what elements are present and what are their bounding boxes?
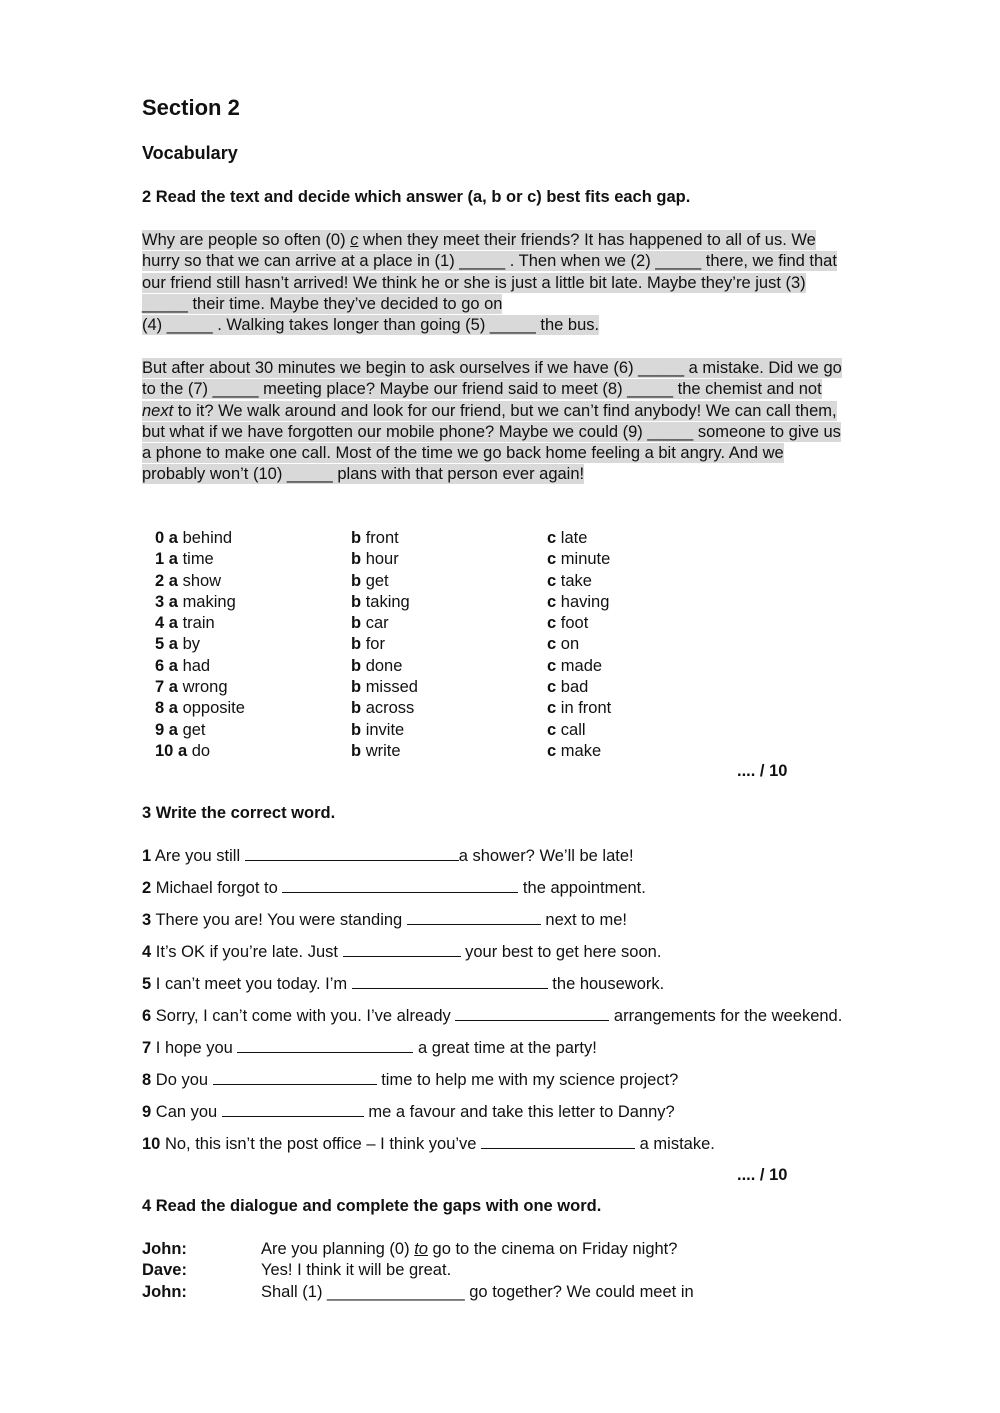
answer-blank[interactable] bbox=[343, 942, 461, 957]
word-item: 9 Can you me a favour and take this letter to Danny? bbox=[142, 1103, 675, 1121]
option-row bbox=[155, 549, 795, 570]
para1-line: hurry so that we can arrive at a place in (1) _____ . Then when we (2) _____ there, we find that bbox=[142, 252, 837, 271]
option-a: 9 a get bbox=[155, 720, 206, 739]
option-c: c make bbox=[547, 741, 602, 760]
option-a: 10 a do bbox=[155, 741, 211, 760]
option-row bbox=[155, 720, 795, 741]
option-row bbox=[155, 634, 795, 655]
option-c: c late bbox=[547, 529, 588, 547]
option-row bbox=[155, 613, 795, 634]
answer-blank[interactable] bbox=[237, 1038, 413, 1053]
item-number: 3 bbox=[142, 911, 152, 929]
option-b: b for bbox=[351, 635, 385, 654]
dialogue-text: Are you planning (0) to go to the cinema on Friday night? bbox=[261, 1240, 678, 1258]
item-number: 10 bbox=[142, 1135, 161, 1153]
option-a: 6 a had bbox=[155, 656, 211, 675]
option-a: 4 a train bbox=[155, 614, 215, 633]
word-item: 4 It’s OK if you’re late. Just your best to get here soon. bbox=[142, 943, 662, 961]
answer-options-list bbox=[155, 528, 795, 762]
speaker-name: John: bbox=[142, 1282, 187, 1301]
answer-blank[interactable] bbox=[222, 1102, 364, 1117]
option-c: c take bbox=[547, 571, 592, 590]
word-item: 2 Michael forgot to the appointment. bbox=[142, 879, 646, 897]
option-a: 2 a show bbox=[155, 571, 222, 590]
item-number: 8 bbox=[142, 1071, 152, 1089]
option-c: c made bbox=[547, 656, 603, 675]
para1-line: (4) _____ . Walking takes longer than going (5) _____ the bus. bbox=[142, 316, 600, 335]
dialogue-line bbox=[142, 1282, 902, 1303]
word-item: 10 No, this isn’t the post office – I think you’ve a mistake. bbox=[142, 1135, 715, 1153]
answer-blank[interactable] bbox=[481, 1134, 635, 1149]
para1-line: our friend still hasn’t arrived! We think he or she is just a little bit late. Maybe they’re just (3) bbox=[142, 273, 806, 292]
item-number: 1 bbox=[142, 847, 152, 865]
item-number: 5 bbox=[142, 975, 152, 993]
word-item: 7 I hope you a great time at the party! bbox=[142, 1039, 597, 1057]
task4-instruction: 4 Read the dialogue and complete the gaps with one word. bbox=[142, 1197, 602, 1215]
item-number: 2 bbox=[142, 879, 152, 897]
word-item: 5 I can’t meet you today. I’m the housework. bbox=[142, 975, 665, 993]
option-b: b invite bbox=[351, 720, 405, 739]
option-row bbox=[155, 656, 795, 677]
word-item: 3 There you are! You were standing next to me! bbox=[142, 911, 628, 929]
option-b: b across bbox=[351, 699, 415, 718]
para2-line: probably won’t (10) _____ plans with that person ever again! bbox=[142, 465, 585, 484]
answer-blank[interactable] bbox=[407, 910, 541, 925]
option-b: b done bbox=[351, 656, 403, 675]
option-b: b missed bbox=[351, 678, 418, 697]
task2-paragraph-2 bbox=[142, 358, 932, 486]
item-number: 7 bbox=[142, 1039, 152, 1057]
option-a: 7 a wrong bbox=[155, 678, 228, 697]
option-a: 5 a by bbox=[155, 635, 200, 654]
option-b: b hour bbox=[351, 550, 399, 569]
option-row bbox=[155, 592, 795, 613]
option-row bbox=[155, 677, 795, 698]
para2-line: to the (7) _____ meeting place? Maybe our friend said to meet (8) _____ the chemist and not bbox=[142, 380, 822, 399]
option-b: b car bbox=[351, 614, 389, 633]
option-b: b write bbox=[351, 741, 401, 760]
option-a: 1 a time bbox=[155, 550, 214, 569]
option-b: b get bbox=[351, 571, 389, 590]
option-row bbox=[155, 571, 795, 592]
word-item: 1 Are you still a shower? We’ll be late! bbox=[142, 847, 634, 865]
option-c: c call bbox=[547, 720, 586, 739]
answer-blank[interactable] bbox=[352, 974, 548, 989]
dialogue bbox=[142, 1239, 902, 1303]
dialogue-text: Yes! I think it will be great. bbox=[261, 1261, 452, 1280]
task3-items bbox=[142, 846, 842, 1166]
task2-instruction: 2 Read the text and decide which answer (a, b or c) best fits each gap. bbox=[142, 188, 691, 206]
option-row bbox=[155, 698, 795, 719]
word-item: 6 Sorry, I can’t come with you. I’ve already arrangements for the weekend. bbox=[142, 1007, 843, 1025]
item-number: 6 bbox=[142, 1007, 152, 1025]
answer-blank[interactable] bbox=[282, 878, 518, 893]
option-b: b taking bbox=[351, 592, 410, 611]
option-c: c having bbox=[547, 592, 610, 611]
option-c: c bad bbox=[547, 678, 589, 697]
answer-blank[interactable] bbox=[245, 846, 459, 861]
para2-line: next to it? We walk around and look for our friend, but we can’t find anybody! We can call them, bbox=[142, 401, 837, 420]
option-c: c foot bbox=[547, 614, 589, 633]
word-item: 8 Do you time to help me with my science project? bbox=[142, 1071, 679, 1089]
task3-instruction: 3 Write the correct word. bbox=[142, 804, 336, 822]
option-c: c on bbox=[547, 635, 580, 654]
option-c: c minute bbox=[547, 550, 611, 569]
dialogue-line bbox=[142, 1260, 902, 1281]
task2-paragraph-1 bbox=[142, 230, 932, 336]
option-a: 3 a making bbox=[155, 592, 236, 611]
answer-blank[interactable] bbox=[455, 1006, 609, 1021]
option-row bbox=[155, 741, 795, 762]
item-number: 4 bbox=[142, 943, 152, 961]
speaker-name: John: bbox=[142, 1240, 187, 1258]
dialogue-line bbox=[142, 1239, 902, 1260]
dialogue-text: Shall (1) _______________ go together? We could meet in bbox=[261, 1282, 694, 1301]
section-title: Section 2 bbox=[142, 95, 240, 120]
para1-line: Why are people so often (0) c when they meet their friends? It has happened to all of us. We bbox=[142, 231, 816, 249]
option-row bbox=[155, 528, 795, 549]
option-c: c in front bbox=[547, 699, 612, 718]
item-number: 9 bbox=[142, 1103, 152, 1121]
para2-line: But after about 30 minutes we begin to ask ourselves if we have (6) _____ a mistake. Did we go bbox=[142, 359, 842, 377]
para2-line: a phone to make one call. Most of the time we go back home feeling a bit angry. And we bbox=[142, 444, 784, 463]
option-b: b front bbox=[351, 529, 399, 547]
speaker-name: Dave: bbox=[142, 1261, 187, 1280]
para1-line: _____ their time. Maybe they’ve decided to go on bbox=[142, 294, 503, 313]
task3-score: .... / 10 bbox=[737, 1166, 788, 1184]
task2-score: .... / 10 bbox=[737, 762, 788, 780]
subsection-title: Vocabulary bbox=[142, 143, 238, 163]
para2-line: but what if we have forgotten our mobile phone? Maybe we could (9) _____ someone to give us bbox=[142, 422, 841, 441]
answer-blank[interactable] bbox=[213, 1070, 377, 1085]
option-a: 8 a opposite bbox=[155, 699, 245, 718]
option-a: 0 a behind bbox=[155, 529, 233, 547]
